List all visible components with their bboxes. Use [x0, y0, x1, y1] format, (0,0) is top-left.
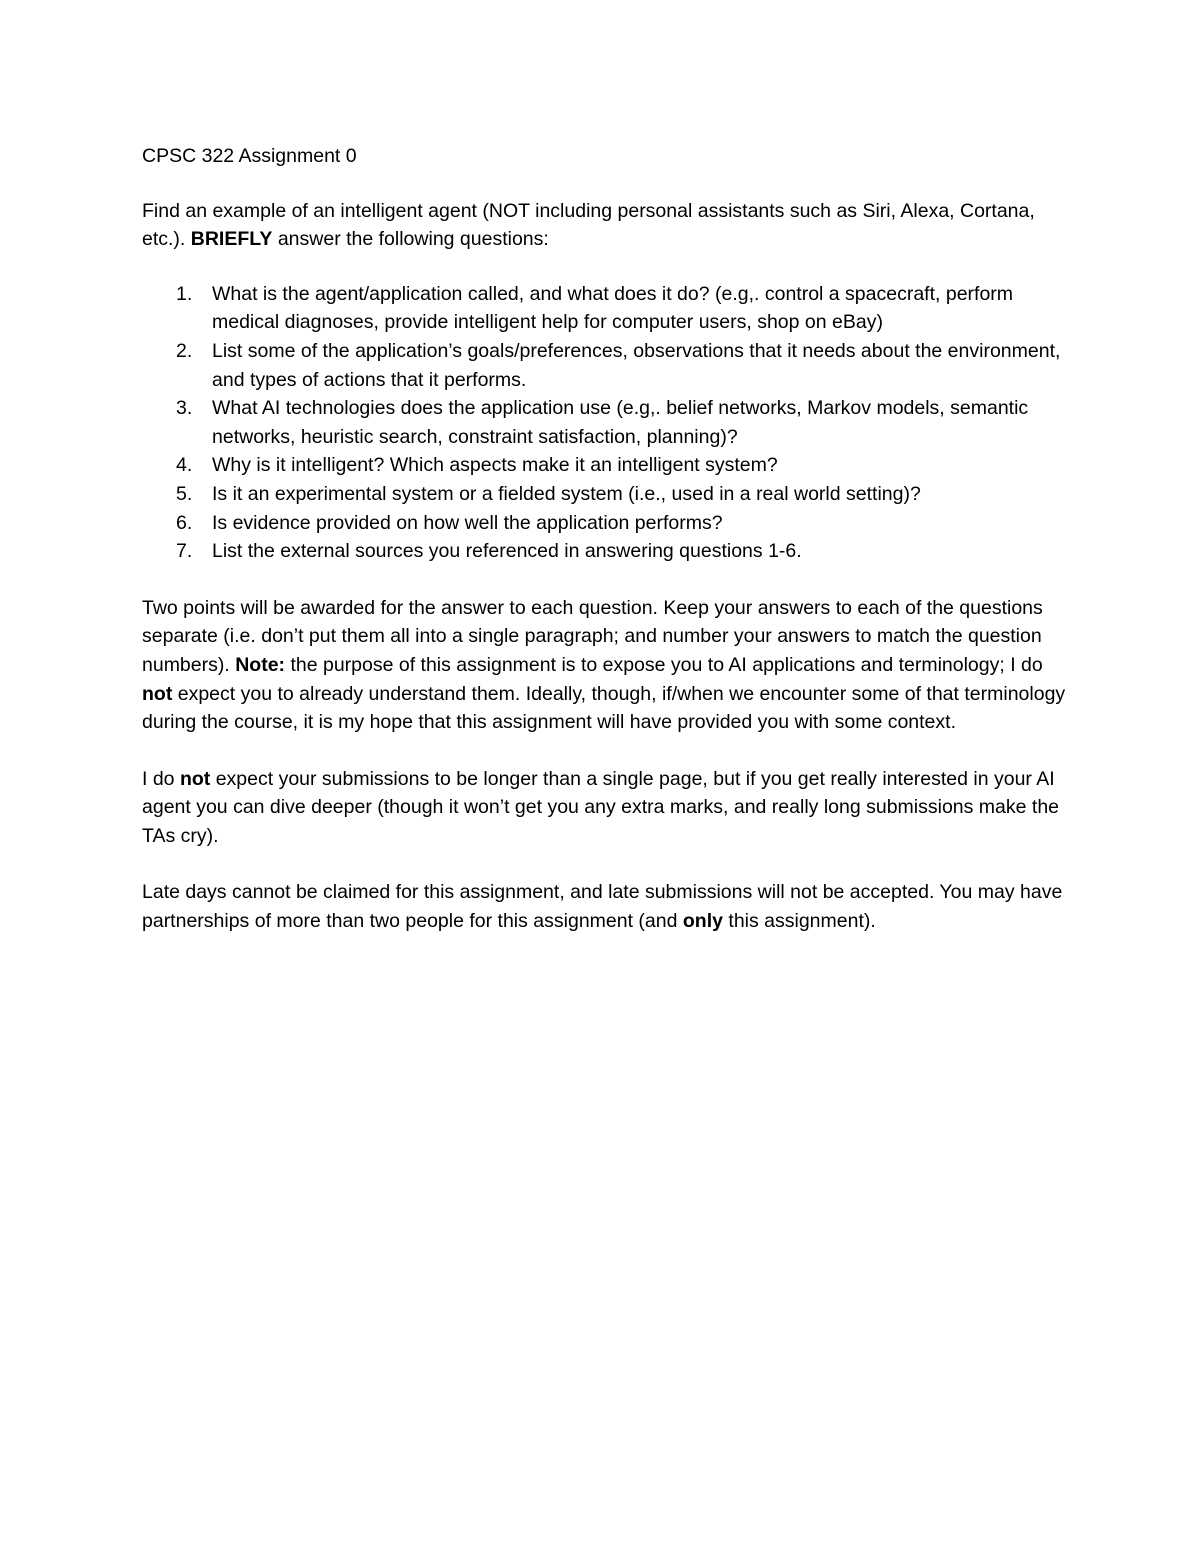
- question-item: [142, 337, 1072, 394]
- question-number: 4.: [176, 454, 193, 477]
- question-text: List the external sources you referenced in answering questions 1-6.: [212, 540, 802, 563]
- points-text-3: expect you to already understand them. Ideally, though, if/when we encounter some of that terminology during the course, it is my hope that this assignment will have provided you with some context.: [142, 682, 1066, 734]
- question-number: 1.: [176, 282, 193, 305]
- length-text-2: expect your submissions to be longer than a single page, but if you get really interested in your AI agent you can dive deeper (though it won’t get you any extra marks, and really long submissions make the TAs cry).: [142, 767, 1060, 847]
- points-text-1: Two points will be awarded for the answer to each question. Keep your answers to each of the questions separate (i.e. don’t put them all into a single paragraph; and number your answers to match the question numbers).: [142, 596, 1043, 676]
- intro-bold: BRIEFLY: [190, 228, 273, 251]
- question-text: List some of the application’s goals/preferences, observations that it needs about the environment, and types of actions that it performs.: [212, 339, 1061, 391]
- questions-list: [142, 280, 1072, 566]
- length-paragraph: [142, 765, 1072, 851]
- length-bold-not: not: [179, 767, 211, 790]
- question-item: [142, 537, 1072, 566]
- question-text: What is the agent/application called, and what does it do? (e.g,. control a spacecraft, perform medical diagnoses, provide intelligent help for computer users, shop on eBay): [212, 282, 1014, 334]
- points-bold-note: Note:: [235, 653, 286, 676]
- question-number: 6.: [176, 511, 193, 534]
- page-title: CPSC 322 Assignment 0: [142, 145, 357, 167]
- question-text: Is evidence provided on how well the application performs?: [212, 511, 723, 534]
- late-bold-only: only: [682, 910, 723, 933]
- question-text: What AI technologies does the application use (e.g,. belief networks, Markov models, semantic networks, heuristic search, constraint satisfaction, planning)?: [212, 397, 1029, 448]
- late-paragraph: [142, 878, 1072, 935]
- question-number: 2.: [176, 339, 193, 362]
- question-number: 3.: [176, 397, 193, 420]
- question-item: [142, 280, 1072, 337]
- points-text-2: the purpose of this assignment is to expose you to AI applications and terminology; I do: [285, 653, 1043, 676]
- question-item: [142, 509, 1072, 538]
- points-paragraph: [142, 594, 1072, 737]
- intro-text-1: Find an example of an intelligent agent (NOT including personal assistants such as Siri, Alexa, Cortana, etc.).: [142, 199, 1035, 251]
- question-item: [142, 394, 1072, 451]
- question-item: [142, 480, 1072, 509]
- late-text-1: Late days cannot be claimed for this assignment, and late submissions will not be accepted. You may have partnerships of more than two people for this assignment (and: [142, 881, 1063, 933]
- late-text-2: this assignment).: [722, 910, 876, 933]
- question-text: Why is it intelligent? Which aspects make it an intelligent system?: [212, 454, 778, 477]
- question-number: 5.: [176, 482, 193, 505]
- document-body: [142, 142, 1072, 964]
- intro-paragraph: [142, 197, 1072, 254]
- intro-text-2: answer the following questions:: [272, 228, 549, 251]
- question-item: [142, 451, 1072, 480]
- points-bold-not: not: [142, 682, 173, 705]
- question-text: Is it an experimental system or a fielded system (i.e., used in a real world setting)?: [212, 482, 921, 505]
- question-number: 7.: [176, 540, 193, 563]
- length-text-1: I do: [142, 767, 180, 790]
